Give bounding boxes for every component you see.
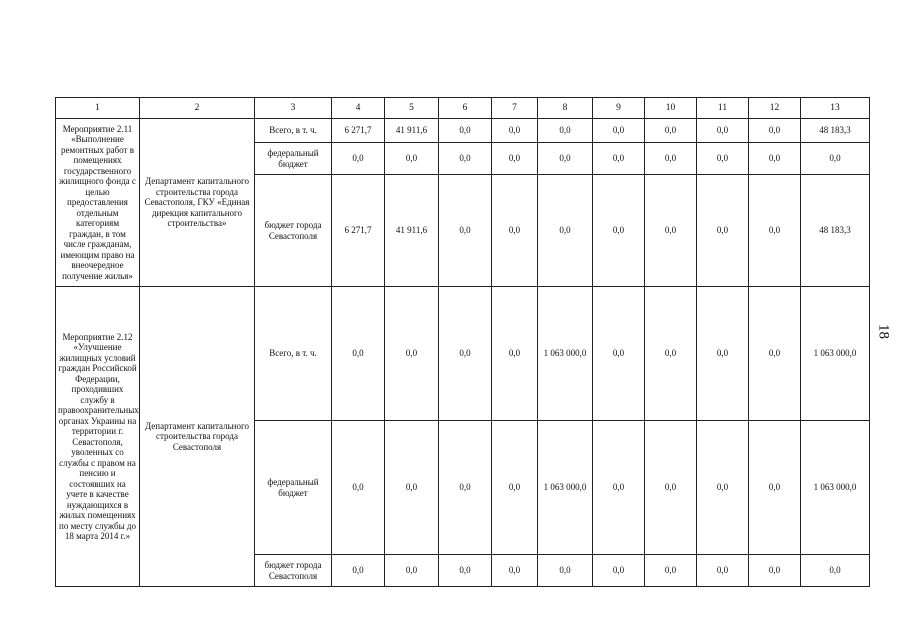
amount-cell: 6 271,7	[332, 175, 385, 287]
amount-cell: 0,0	[439, 421, 492, 555]
amount-cell: 48 183,3	[801, 175, 870, 287]
amount-cell: 0,0	[697, 143, 749, 175]
amount-cell: 0,0	[332, 421, 385, 555]
amount-cell: 0,0	[439, 287, 492, 421]
funding-source: бюджет города Севастополя	[255, 175, 332, 287]
column-header: 12	[749, 98, 801, 119]
amount-cell: 0,0	[697, 175, 749, 287]
amount-cell: 0,0	[439, 119, 492, 143]
amount-cell: 1 063 000,0	[538, 287, 593, 421]
amount-cell: 0,0	[697, 421, 749, 555]
amount-cell: 0,0	[492, 421, 538, 555]
column-header: 13	[801, 98, 870, 119]
amount-cell: 0,0	[538, 119, 593, 143]
amount-cell: 0,0	[439, 555, 492, 587]
amount-cell: 0,0	[697, 555, 749, 587]
amount-cell: 0,0	[749, 287, 801, 421]
amount-cell: 0,0	[593, 421, 645, 555]
column-header: 7	[492, 98, 538, 119]
header-row	[56, 98, 870, 119]
funding-source: бюджет города Севастополя	[255, 555, 332, 587]
amount-cell: 0,0	[593, 175, 645, 287]
amount-cell: 1 063 000,0	[538, 421, 593, 555]
column-header: 8	[538, 98, 593, 119]
amount-cell: 0,0	[385, 287, 439, 421]
amount-cell: 0,0	[645, 555, 697, 587]
amount-cell: 0,0	[749, 421, 801, 555]
amount-cell: 0,0	[492, 143, 538, 175]
column-header: 11	[697, 98, 749, 119]
amount-cell: 1 063 000,0	[801, 287, 870, 421]
amount-cell: 41 911,6	[385, 119, 439, 143]
amount-cell: 0,0	[593, 287, 645, 421]
measure-name: Мероприятие 2.12 «Улучшение жилищных условий граждан Российской Федерации, проходивших службу в правоохранительных органах Украины на территории г. Севастополя, уволенных со службы с правом на пенсию и состоявших на учете в качестве нуждающихся в жилых помещениях по месту службы до 18 марта 2014 г.»	[56, 287, 140, 587]
amount-cell: 6 271,7	[332, 119, 385, 143]
funding-source: федеральный бюджет	[255, 421, 332, 555]
amount-cell: 0,0	[697, 119, 749, 143]
amount-cell: 0,0	[439, 143, 492, 175]
column-header: 9	[593, 98, 645, 119]
column-header: 6	[439, 98, 492, 119]
amount-cell: 0,0	[697, 287, 749, 421]
funding-source: федеральный бюджет	[255, 143, 332, 175]
amount-cell: 0,0	[593, 119, 645, 143]
column-header: 3	[255, 98, 332, 119]
amount-cell: 0,0	[645, 421, 697, 555]
amount-cell: 0,0	[332, 555, 385, 587]
budget-table	[55, 97, 870, 587]
amount-cell: 0,0	[749, 555, 801, 587]
amount-cell: 0,0	[439, 175, 492, 287]
amount-cell: 0,0	[385, 421, 439, 555]
funding-source: Всего, в т. ч.	[255, 287, 332, 421]
amount-cell: 0,0	[492, 175, 538, 287]
column-header: 5	[385, 98, 439, 119]
amount-cell: 0,0	[332, 287, 385, 421]
amount-cell: 0,0	[801, 143, 870, 175]
responsible-department: Департамент капитального строительства города Севастополя	[140, 287, 255, 587]
amount-cell: 0,0	[492, 119, 538, 143]
amount-cell: 41 911,6	[385, 175, 439, 287]
amount-cell: 0,0	[645, 119, 697, 143]
table-row	[56, 119, 870, 143]
column-header: 10	[645, 98, 697, 119]
funding-source: Всего, в т. ч.	[255, 119, 332, 143]
amount-cell: 0,0	[492, 287, 538, 421]
amount-cell: 0,0	[749, 175, 801, 287]
page-number: 18	[875, 324, 892, 339]
amount-cell: 0,0	[801, 555, 870, 587]
amount-cell: 0,0	[749, 143, 801, 175]
column-header: 1	[56, 98, 140, 119]
responsible-department: Департамент капитального строительства города Севастополя, ГКУ «Единая дирекция капитального строительства»	[140, 119, 255, 287]
column-header: 2	[140, 98, 255, 119]
amount-cell: 0,0	[538, 175, 593, 287]
amount-cell: 0,0	[538, 555, 593, 587]
amount-cell: 0,0	[385, 555, 439, 587]
amount-cell: 0,0	[538, 143, 593, 175]
amount-cell: 0,0	[332, 143, 385, 175]
amount-cell: 0,0	[645, 143, 697, 175]
amount-cell: 0,0	[645, 287, 697, 421]
amount-cell: 0,0	[593, 143, 645, 175]
amount-cell: 0,0	[749, 119, 801, 143]
column-header: 4	[332, 98, 385, 119]
amount-cell: 0,0	[593, 555, 645, 587]
measure-name: Мероприятие 2.11 «Выполнение ремонтных работ в помещениях государственного жилищного фонда с целью предоставления отдельным категориям граждан, в том числе гражданам, имеющим право на внеочередное получение жилья»	[56, 119, 140, 287]
amount-cell: 1 063 000,0	[801, 421, 870, 555]
amount-cell: 0,0	[645, 175, 697, 287]
amount-cell: 0,0	[492, 555, 538, 587]
amount-cell: 0,0	[385, 143, 439, 175]
table-row	[56, 287, 870, 421]
amount-cell: 48 183,3	[801, 119, 870, 143]
